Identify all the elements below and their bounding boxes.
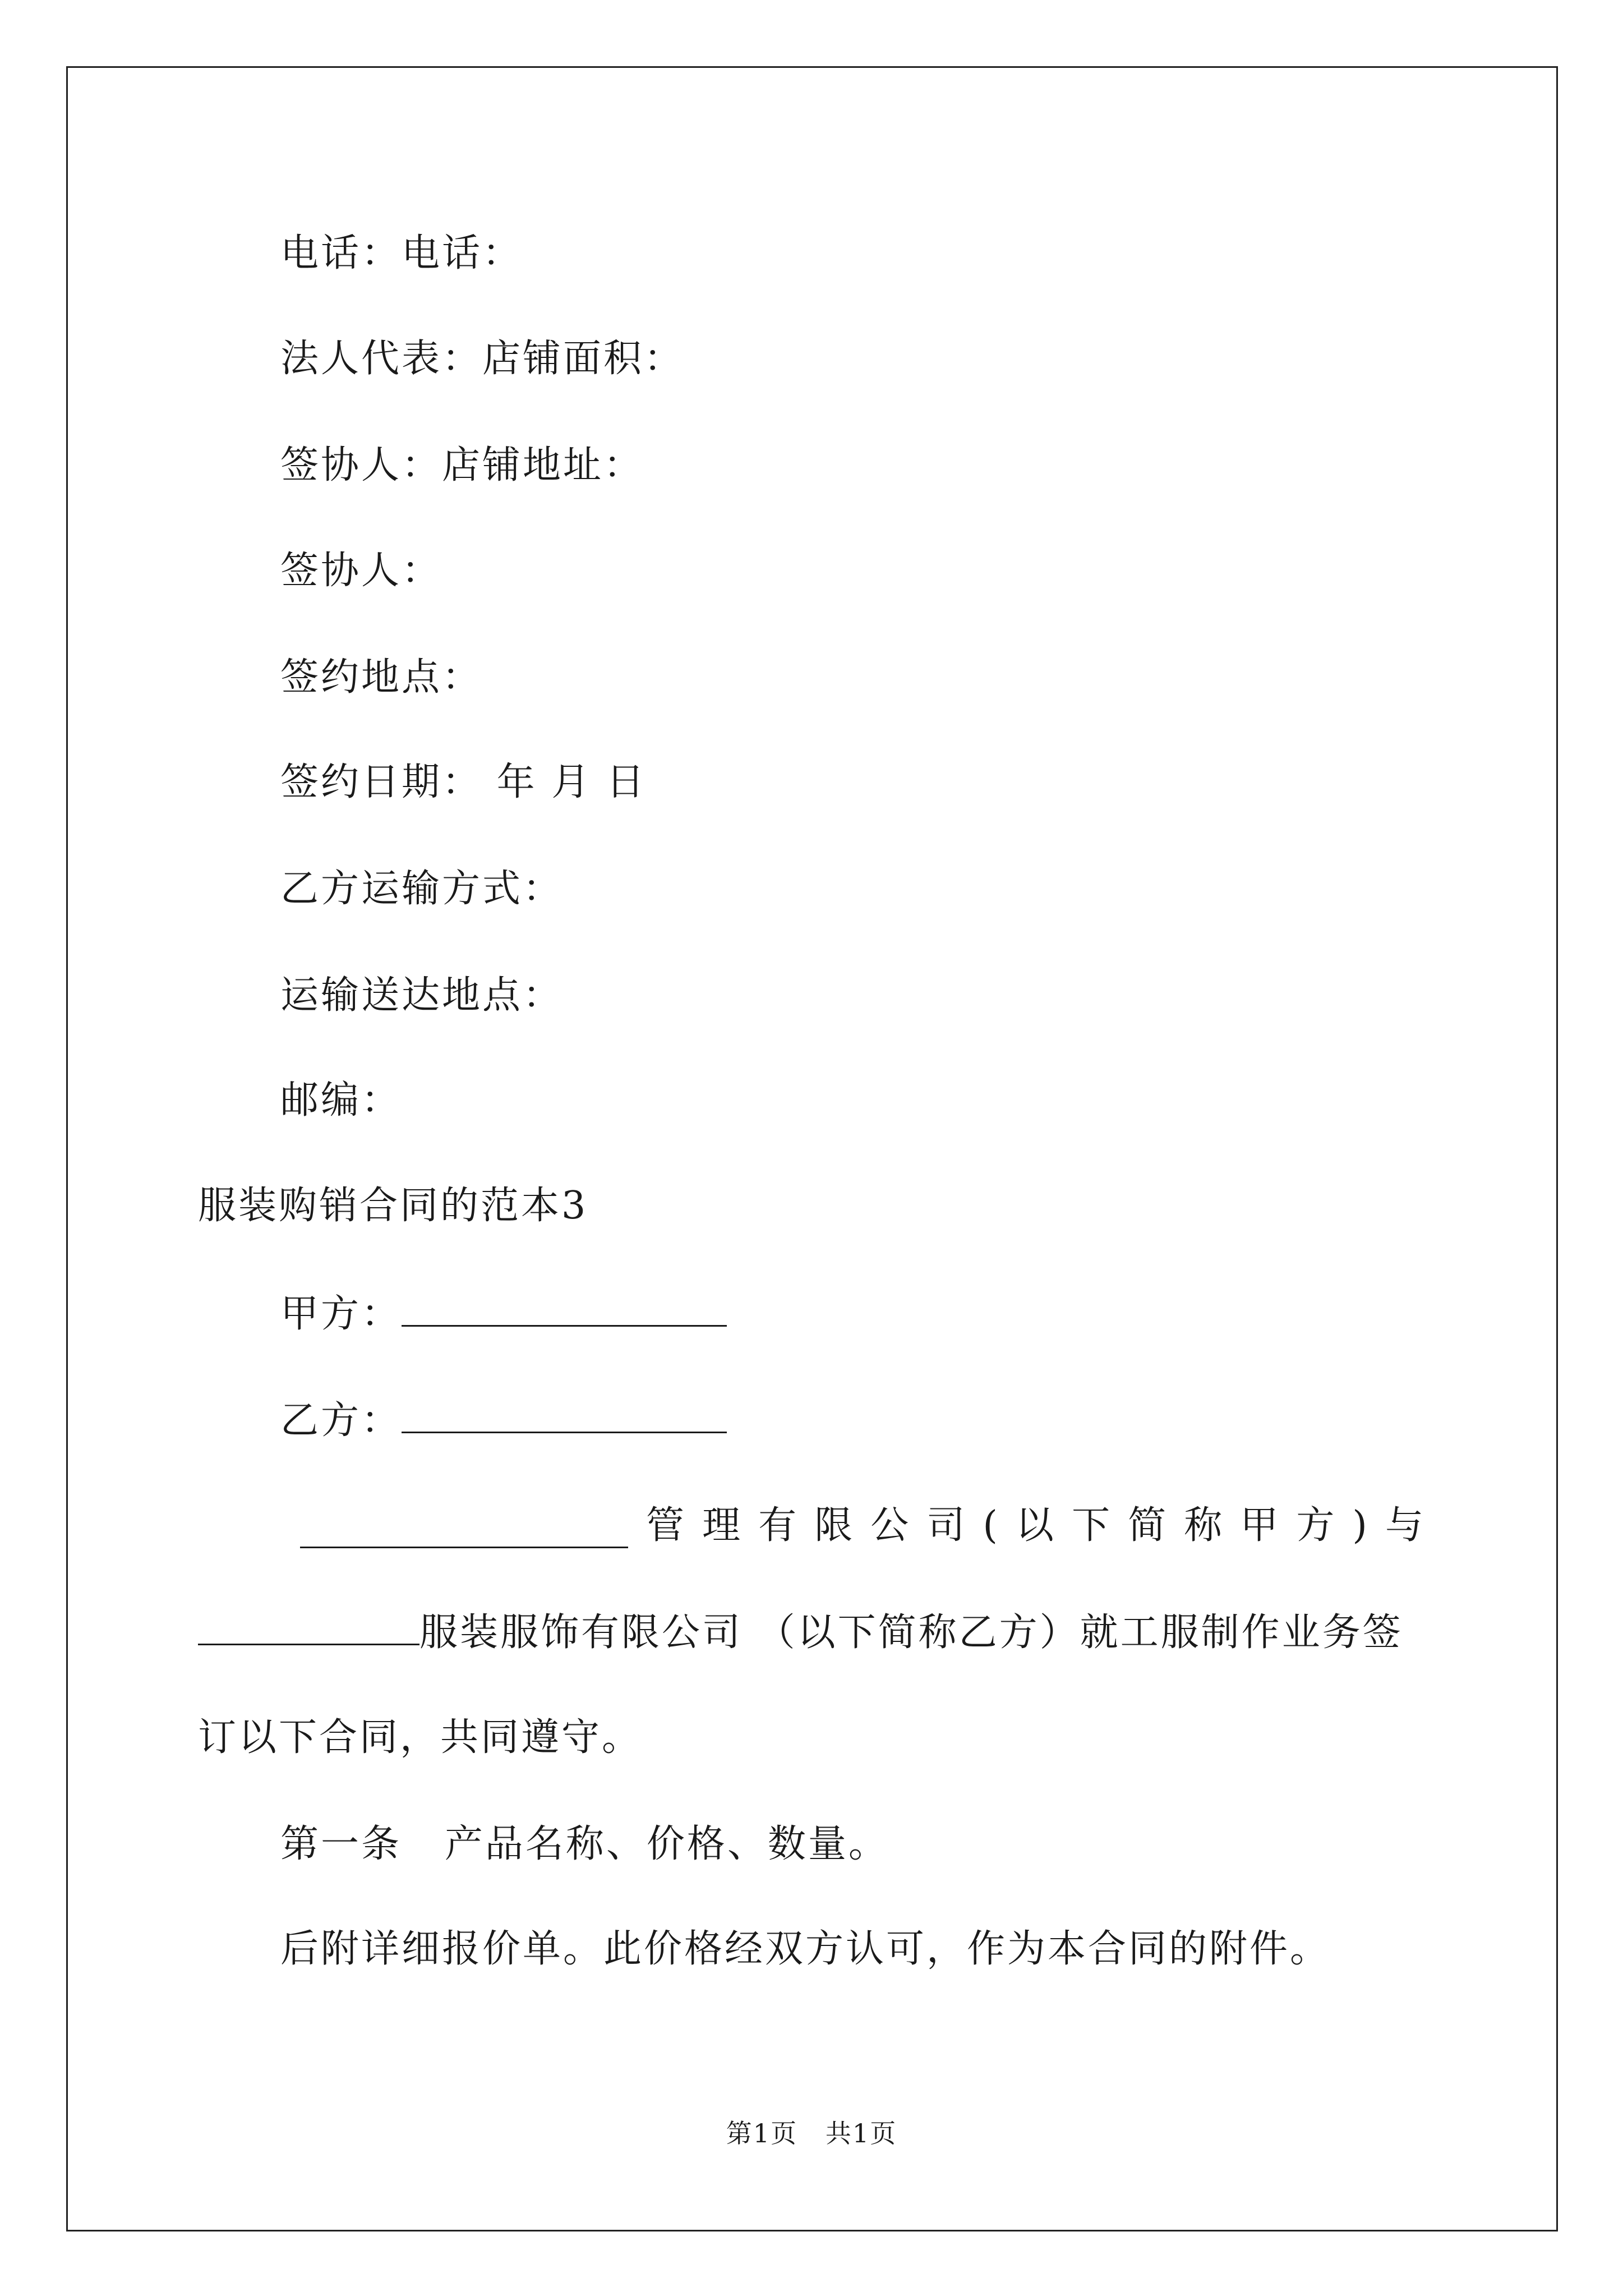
- paragraph-1-line-2: [198, 1609, 1403, 1655]
- party-a-label: 甲方：: [280, 1292, 402, 1336]
- char: 与: [1385, 1503, 1423, 1548]
- char: 以: [1016, 1503, 1054, 1548]
- party-b-blank: [402, 1397, 727, 1433]
- char: 有: [758, 1503, 797, 1548]
- char: 司: [926, 1503, 965, 1548]
- char: 公: [870, 1503, 909, 1548]
- page-footer: 第1页 共1页: [726, 2118, 897, 2148]
- section-heading: 服装购销合同的范本3: [198, 1184, 588, 1228]
- char: 称: [1184, 1503, 1223, 1548]
- party-b-line: [280, 1397, 727, 1443]
- char: 方: [1296, 1503, 1335, 1548]
- char: 限: [814, 1503, 853, 1548]
- signing-date-line: 签约日期： 年 月 日: [280, 760, 647, 804]
- paragraph-1-line-3: 订以下合同，共同遵守。: [198, 1715, 643, 1760]
- char: 理: [702, 1503, 741, 1548]
- article-1-title: 第一条 产品名称、价格、数量。: [280, 1822, 889, 1866]
- delivery-place-line: 运输送达地点：: [280, 973, 564, 1018]
- char: 下: [1072, 1503, 1110, 1548]
- paragraph-1-line-1: [300, 1503, 1423, 1548]
- party-a-line: [280, 1290, 727, 1337]
- page-border: [66, 66, 1558, 2231]
- char: ): [1352, 1503, 1367, 1548]
- paragraph-1-line-2-text: 服装服饰有限公司 （以下简称乙方）就工服制作业务签: [419, 1611, 1403, 1655]
- party-b-label: 乙方：: [280, 1398, 402, 1443]
- legal-rep-line: 法人代表：店铺面积：: [280, 337, 685, 381]
- postcode-line: 邮编：: [280, 1078, 402, 1122]
- char: 简: [1128, 1503, 1166, 1548]
- char: 甲: [1240, 1503, 1279, 1548]
- company-name-blank: [300, 1512, 628, 1548]
- char: (: [983, 1503, 998, 1548]
- party-a-blank: [402, 1290, 727, 1327]
- transport-method-line: 乙方运输方式：: [280, 867, 564, 911]
- phone-line: 电话：电话：: [280, 231, 523, 275]
- char: 管: [646, 1503, 685, 1548]
- signer-address-line: 签协人：店铺地址：: [280, 443, 644, 487]
- signer-line: 签协人：: [280, 549, 442, 593]
- signing-place-line: 签约地点：: [280, 655, 483, 700]
- article-1-body: 后附详细报价单。此价格经双方认可，作为本合同的附件。: [280, 1927, 1331, 1971]
- clothing-company-blank: [198, 1609, 419, 1645]
